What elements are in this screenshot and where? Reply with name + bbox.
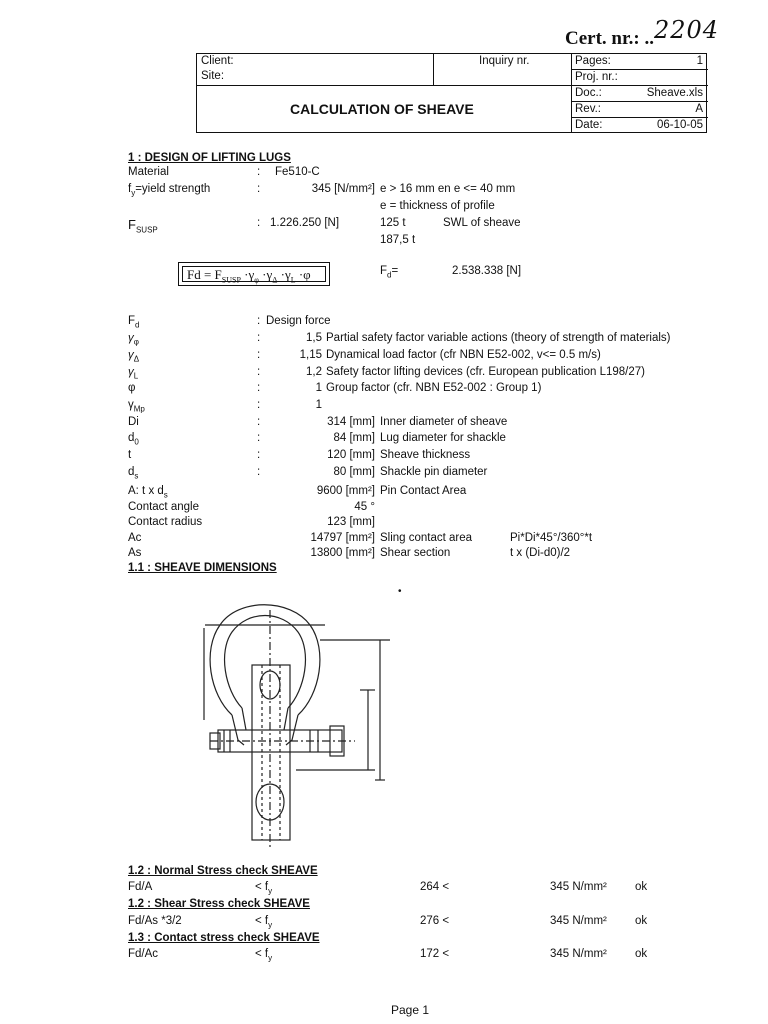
check-expression: Fd/As *3/2 [128, 915, 182, 927]
dim-value: 80 [mm] [333, 466, 375, 478]
fy-note: e > 16 mm en e <= 40 mm [380, 183, 516, 195]
colon: : [257, 432, 261, 444]
fsusp-label: $F_{SUSP}$ [128, 217, 158, 235]
cert-label: Cert. nr.: .. [565, 28, 654, 49]
dim-symbol: As [128, 547, 142, 559]
check-result: ok [635, 948, 648, 960]
site-label: Site: [201, 70, 225, 82]
check-limit: 345 N/mm² [550, 948, 607, 960]
colon: : [257, 466, 261, 478]
cert-handwritten-number: 2204 [654, 16, 720, 44]
dim-symbol: A: t x $d_s$ [128, 485, 168, 500]
check-expression: Fd/Ac [128, 948, 159, 960]
fd-value: 2.538.338 [N] [452, 265, 522, 277]
factor-desc: Design force [266, 315, 331, 327]
check-expression: Fd/A [128, 881, 153, 893]
pages-label: Pages: [575, 55, 611, 67]
client-label: Client: [201, 55, 234, 67]
check-result: ok [635, 915, 648, 927]
fsusp-value: 1.226.250 [N] [270, 217, 340, 229]
doc-value: Sheave.xls [646, 87, 703, 99]
dim-desc: Pin Contact Area [380, 485, 467, 497]
factor-value: 1 [315, 382, 322, 394]
factor-value: 1,15 [299, 349, 322, 361]
inquiry-label: Inquiry nr. [479, 55, 530, 67]
factor-desc: Safety factor lifting devices (cfr. European publication L198/27) [326, 366, 645, 378]
dim-desc: Lug diameter for shackle [380, 432, 506, 444]
factor-value: 1,2 [306, 366, 322, 378]
fsusp-tonnes-factored: 187,5 t [380, 234, 416, 246]
dim-symbol: t [128, 449, 132, 461]
check-heading: 1.2 : Shear Stress check SHEAVE [128, 898, 310, 910]
shackle-drawing [180, 580, 420, 850]
cert-number [565, 16, 720, 50]
stray-mark: • [398, 586, 402, 597]
dim-value: 14797 [mm²] [310, 532, 375, 544]
proj-label: Proj. nr.: [575, 71, 618, 83]
colon: : [257, 416, 261, 428]
dim-symbol: $d_0$ [128, 432, 139, 447]
colon: : [257, 449, 261, 461]
dim-desc: Shear section [380, 547, 451, 559]
date-value: 06-10-05 [656, 119, 703, 131]
dim-value: 120 [mm] [327, 449, 375, 461]
factor-desc: Dynamical load factor (cfr NBN E52-002, v<= 0.5 m/s) [326, 349, 601, 361]
swl-note: SWL of sheave [443, 217, 521, 229]
dim-value: 13800 [mm²] [310, 547, 375, 559]
check-comparison: < $f_y$ [255, 948, 273, 963]
dim-formula: Pi*Di*45°/360°*t [510, 532, 593, 544]
factor-desc: Partial safety factor variable actions (theory of strength of materials) [326, 332, 671, 344]
material-value: Fe510-C [275, 166, 320, 178]
colon: : [257, 166, 261, 178]
colon: : [257, 217, 261, 229]
check-result: ok [635, 881, 648, 893]
dim-value: 84 [mm] [333, 432, 375, 444]
colon: : [257, 399, 261, 411]
factor-symbol: $\gamma_L$ [128, 366, 139, 381]
fd-label: $F_d=$ [380, 265, 399, 280]
header-table [196, 53, 707, 133]
dim-desc: Sling contact area [380, 532, 473, 544]
dim-symbol: Contact angle [128, 501, 199, 513]
check-heading: 1.2 : Normal Stress check SHEAVE [128, 865, 318, 877]
section-heading: 1 : DESIGN OF LIFTING LUGS [128, 152, 291, 164]
fsusp-tonnes: 125 t [380, 217, 406, 229]
colon: : [257, 349, 261, 361]
check-value: 264 < [420, 881, 450, 893]
dim-symbol: Di [128, 416, 139, 428]
check-comparison: < $f_y$ [255, 881, 273, 896]
factor-symbol: φ [128, 382, 136, 394]
dim-value: 9600 [mm²] [316, 485, 375, 497]
check-value: 276 < [420, 915, 450, 927]
document-title: CALCULATION OF SHEAVE [290, 101, 474, 117]
dim-value: 45 ° [354, 501, 375, 513]
check-limit: 345 N/mm² [550, 915, 607, 927]
fy-value: 345 [N/mm²] [311, 183, 375, 195]
colon: : [257, 382, 261, 394]
pages-value: 1 [696, 55, 703, 67]
date-label: Date: [575, 119, 603, 131]
check-comparison: < $f_y$ [255, 915, 273, 930]
dim-symbol: Contact radius [128, 516, 203, 528]
colon: : [257, 332, 261, 344]
dim-symbol: Ac [128, 532, 142, 544]
check-value: 172 < [420, 948, 450, 960]
factor-symbol: $\gamma_\Delta$ [128, 349, 140, 364]
dim-value: 314 [mm] [327, 416, 375, 428]
design-force-formula: $Fd = F_{SUSP} \cdot\gamma_\varphi \cdot\gamma_\Delta \cdot\gamma_L \cdot\varphi$ [178, 262, 330, 286]
dim-desc: Sheave thickness [380, 449, 471, 461]
sheave-dimensions-heading: 1.1 : SHEAVE DIMENSIONS [128, 562, 277, 574]
colon: : [257, 183, 261, 195]
check-limit: 345 N/mm² [550, 881, 607, 893]
factor-value: 1,5 [306, 332, 322, 344]
dim-desc: Shackle pin diameter [380, 466, 488, 478]
factor-value: 1 [315, 399, 322, 411]
dim-formula: t x (Di-d0)/2 [510, 547, 571, 559]
rev-value: A [695, 103, 703, 115]
fy-note-thickness: e = thickness of profile [380, 200, 495, 212]
check-heading: 1.3 : Contact stress check SHEAVE [128, 932, 320, 944]
page-number: Page 1 [391, 1003, 430, 1017]
dim-desc: Inner diameter of sheave [380, 416, 508, 428]
dim-value: 123 [mm] [327, 516, 375, 528]
factor-symbol: $F_d$ [128, 315, 140, 330]
rev-label: Rev.: [575, 103, 601, 115]
colon: : [257, 315, 261, 327]
doc-label: Doc.: [575, 87, 602, 99]
factor-symbol: $\gamma_{Mp}$ [128, 399, 145, 414]
fy-label: $f_y=yield$ strength [128, 183, 211, 198]
factor-symbol: $\gamma_\varphi$ [128, 332, 139, 347]
colon: : [257, 366, 261, 378]
factor-desc: Group factor (cfr. NBN E52-002 : Group 1) [326, 382, 542, 394]
dim-symbol: $d_s$ [128, 466, 139, 481]
material-label: Material [128, 166, 169, 178]
